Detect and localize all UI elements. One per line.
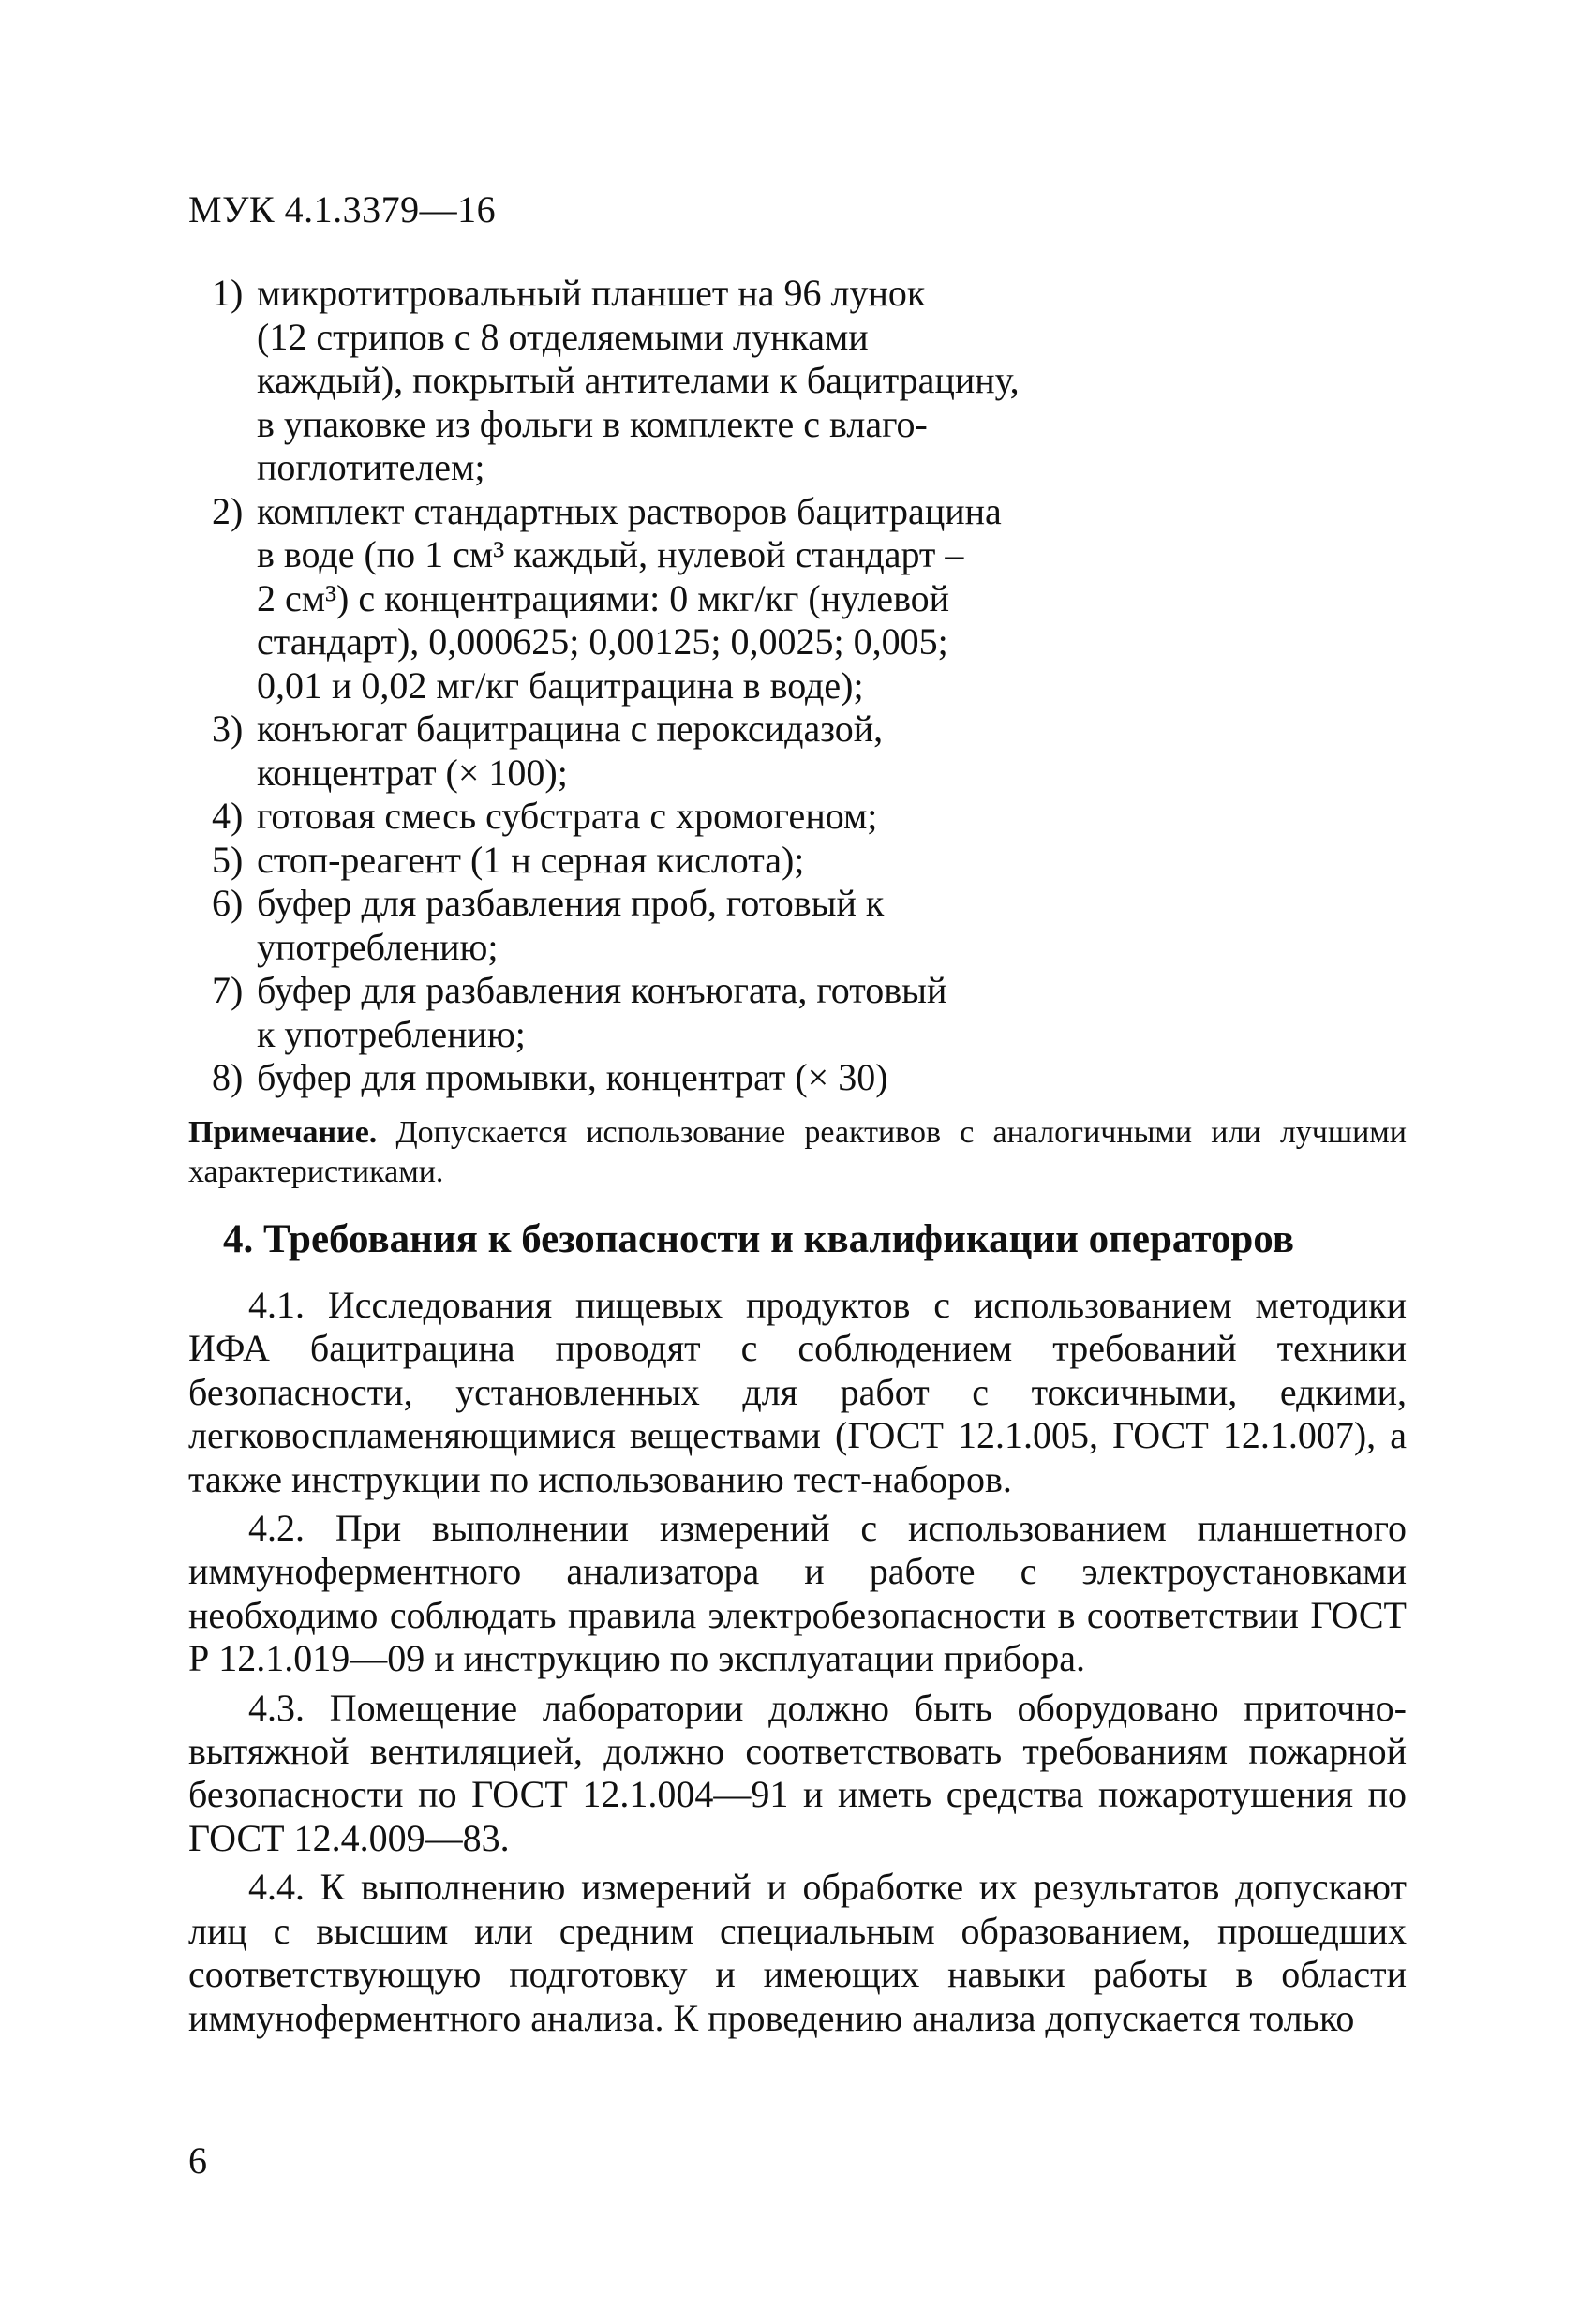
list-item: [212, 969, 1027, 1013]
paragraph-4-3: 4.3. Помещение лаборатории должно быть оборудовано приточно-вытяжной вентиляцией, должно соответствовать требованиям пожарной безопасности по ГОСТ 12.1.004—91 и иметь средства пожаротушения по ГОСТ 12.4.009—83.: [188, 1686, 1407, 1859]
list-item-continuation: [212, 926, 1027, 970]
list-item: [212, 839, 1027, 883]
list-item-text: в воде (по 1 см³ каждый, нулевой стандарт –: [257, 533, 964, 575]
list-item: [212, 1056, 1027, 1100]
list-item-text: стандарт), 0,000625; 0,00125; 0,0025; 0,005;: [257, 620, 948, 663]
note-label: Примечание.: [188, 1115, 378, 1150]
list-item-text: (12 стрипов с 8 отделяемыми лунками: [257, 315, 869, 358]
note-text: Допускается использование реактивов с аналогичными или лучшими характеристиками.: [188, 1115, 1407, 1189]
list-item-number: 6): [212, 882, 244, 924]
list-item-number: 8): [212, 1056, 244, 1098]
list-item-number: 4): [212, 795, 244, 837]
list-item-number: 2): [212, 489, 244, 532]
list-item-text: каждый), покрытый антителами к бацитрацину,: [257, 359, 1020, 401]
list-item-number: 1): [212, 272, 244, 314]
list-item-continuation: [212, 446, 1027, 490]
note: [188, 1113, 1407, 1192]
list-item-text: к употреблению;: [257, 1012, 526, 1055]
list-item-text: в упаковке из фольги в комплекте с влаго-: [257, 402, 928, 445]
list-item: [212, 272, 1027, 316]
list-item-number: 5): [212, 838, 244, 881]
list-item-text: поглотителем;: [257, 446, 485, 488]
list-item-text: комплект стандартных растворов бацитрацина: [257, 489, 1002, 532]
reagent-list: [212, 272, 1027, 1100]
list-item-continuation: [212, 577, 1027, 621]
list-item-number: 3): [212, 708, 244, 750]
list-item-text: употреблению;: [257, 925, 499, 968]
list-item-continuation: [212, 359, 1027, 403]
list-item-continuation: [212, 316, 1027, 360]
list-item-continuation: [212, 664, 1027, 708]
document-code: МУК 4.1.3379—16: [188, 188, 497, 231]
paragraph-4-1: 4.1. Исследования пищевых продуктов с использованием методики ИФА бацитрацина проводят с соблюдением требований техники безопасности, установленных для работ с токсичными, едкими, легковоспламеняющимися веществами (ГОСТ 12.1.005, ГОСТ 12.1.007), а также инструкции по использованию тест-наборов.: [188, 1284, 1407, 1500]
list-item-text: буфер для разбавления проб, готовый к: [257, 882, 885, 924]
list-item-continuation: [212, 752, 1027, 796]
list-item-text: конъюгат бацитрацина с пероксидазой,: [257, 708, 884, 750]
list-item-number: 7): [212, 969, 244, 1011]
paragraph-4-2: 4.2. При выполнении измерений с использованием планшетного иммуноферментного анализатора и работе с электроустановками необходимо соблюдать правила электробезопасности в соответствии ГОСТ Р 12.1.019—09 и инструкцию по эксплуатации прибора.: [188, 1507, 1407, 1680]
list-item-text: буфер для промывки, концентрат (× 30): [257, 1056, 888, 1098]
list-item: [212, 708, 1027, 752]
list-item-text: концентрат (× 100);: [257, 751, 568, 794]
list-item-text: микротитровальный планшет на 96 лунок: [257, 272, 926, 314]
list-item-text: стоп-реагент (1 н серная кислота);: [257, 838, 805, 881]
list-item-continuation: [212, 533, 1027, 577]
list-item-continuation: [212, 403, 1027, 447]
list-item-text: готовая смесь субстрата с хромогеном;: [257, 795, 878, 837]
list-item-text: 0,01 и 0,02 мг/кг бацитрацина в воде);: [257, 663, 864, 707]
list-item-continuation: [212, 1013, 1027, 1057]
list-item-continuation: [212, 620, 1027, 664]
page-number: 6: [188, 2139, 207, 2182]
list-item: [212, 490, 1027, 534]
list-item: [212, 882, 1027, 926]
list-item: [212, 795, 1027, 839]
list-item-text: 2 см³) с концентрациями: 0 мкг/кг (нулевой: [257, 576, 950, 619]
paragraph-4-4: 4.4. К выполнению измерений и обработке их результатов допускают лиц с высшим или средним специальным образованием, прошедших соответствующую подготовку и имеющих навыки работы в области иммуноферментного анализа. К проведению анализа допускается только: [188, 1866, 1407, 2039]
list-item-text: буфер для разбавления конъюгата, готовый: [257, 969, 947, 1011]
section-body: [188, 1284, 1407, 2046]
section-title: 4. Требования к безопасности и квалификации операторов: [223, 1217, 1294, 1261]
